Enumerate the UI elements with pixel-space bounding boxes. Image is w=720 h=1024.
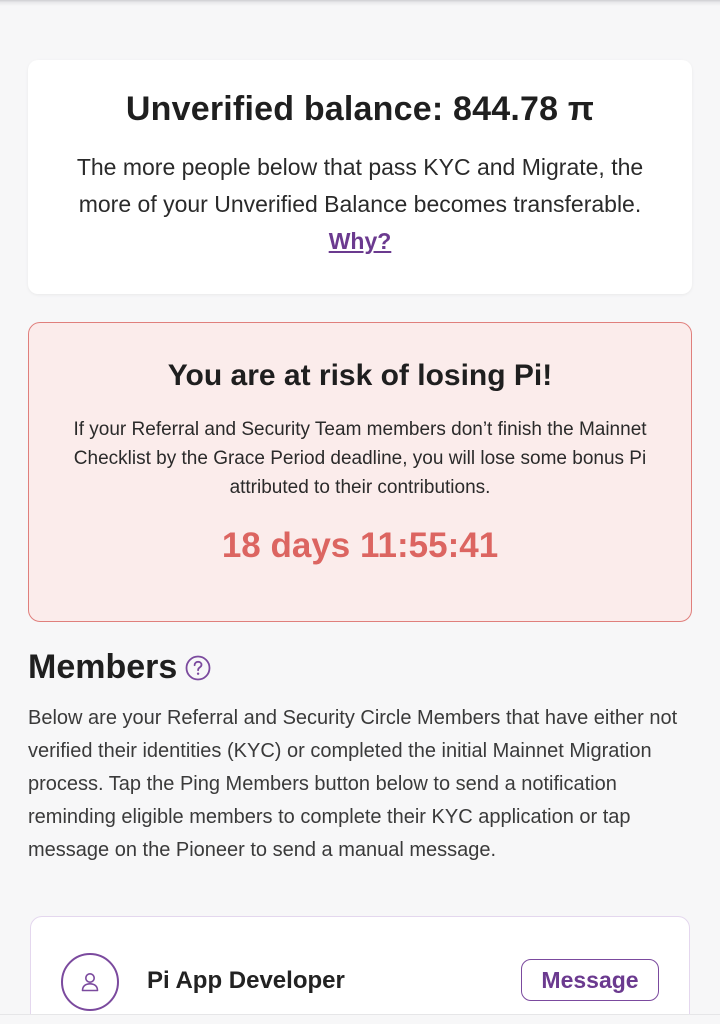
- top-bar-shadow: [0, 0, 720, 6]
- member-card: [30, 916, 690, 1024]
- members-header: [28, 648, 211, 687]
- user-icon[interactable]: [61, 953, 119, 1011]
- why-link[interactable]: Why?: [328, 228, 392, 254]
- balance-title: Unverified balance: 844.78 π: [125, 90, 595, 128]
- question-circle-icon[interactable]: [185, 655, 211, 681]
- bottom-edge: [0, 1014, 720, 1024]
- members-title: Members: [28, 648, 178, 686]
- risk-title: You are at risk of losing Pi!: [167, 359, 553, 392]
- member-name: Pi App Developer: [147, 967, 345, 994]
- balance-description: [60, 149, 660, 260]
- risk-warning-card: [28, 322, 692, 622]
- grace-period-countdown: 18 days 11:55:41: [221, 526, 499, 565]
- unverified-balance-card: [28, 60, 692, 294]
- message-button[interactable]: Message: [521, 959, 659, 1001]
- members-description: Below are your Referral and Security Circle Members that have either not verified their identities (KYC) or completed the initial Mainnet Migration process. Tap the Ping Members button below to send a notification reminding eligible members to complete their KYC application or tap message on the Pioneer to send a manual message.: [28, 707, 678, 861]
- balance-description-text: The more people below that pass KYC and Migrate, the more of your Unverified Balance becomes transferable.: [76, 154, 644, 217]
- risk-description: If your Referral and Security Team members don’t finish the Mainnet Checklist by the Grace Period deadline, you will lose some bonus Pi attributed to their contributions.: [73, 419, 647, 498]
